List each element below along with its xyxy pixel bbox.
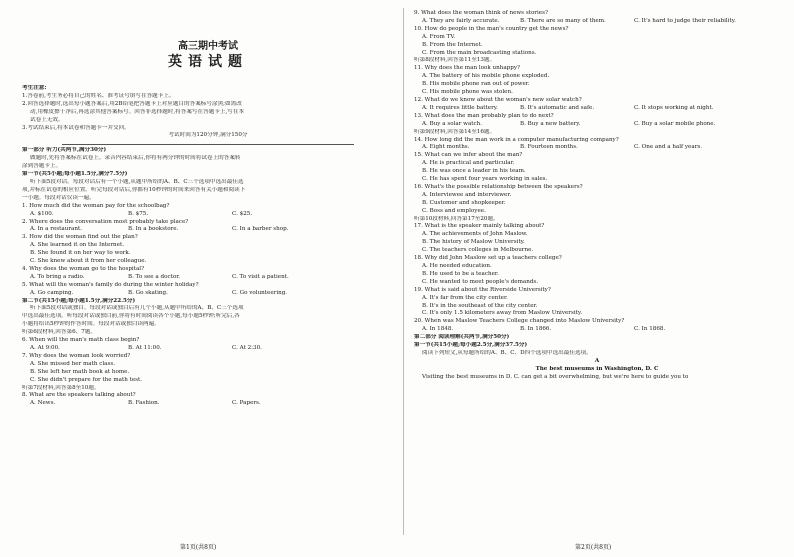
passage-title: The best museums in Washington, D. C [535, 365, 659, 372]
option-c: C. The teachers colleges in Melbourne. [422, 247, 534, 254]
question-20: 20. When was Maslow Teachers College changed into Maslow University? [414, 318, 625, 325]
option-b: B. She left her math book at home. [30, 368, 130, 375]
option-b: B. It's automatic and safe. [520, 104, 595, 111]
option-b: B. At 11:00. [128, 345, 162, 351]
question-9: 9. What does the woman think of news stories? [414, 10, 548, 16]
option-a: A. At 9:00. [30, 345, 60, 351]
question-5: 5. What will the woman's family do during the winter holiday? [22, 281, 199, 288]
question-18: 18. Why did John Maslow set up a teachers college? [414, 255, 562, 262]
option-a: A. The battery of his mobile phone exploded. [422, 73, 550, 80]
section2-heading: 第二节(共15小题;每小题1.5分,满分22.5分) [22, 297, 136, 304]
intro-line: 做题时,先将答案标在试卷上。录音内容结束后,你将有两分钟的时间将试卷上的答案转 [30, 155, 241, 162]
intro-line: 一小题。每段对话仅读一遍。 [22, 194, 95, 201]
question-2: 2. Where does the conversation most probably take place? [22, 218, 189, 225]
intro-line: 小题将给出5秒钟的作答时间。每段对话或独白读两遍。 [22, 321, 160, 328]
passage-letter: A [594, 357, 600, 364]
segment-label: 听第6段材料,回答第6、7题。 [22, 329, 96, 336]
question-16: 16. What's the possible relationship between the speakers? [414, 183, 583, 190]
question-6: 6. When will the man's math class begin? [22, 337, 140, 344]
part2-intro: 阅读下列短文,从每题所给的A、B、C、D四个选项中选出最佳选项。 [422, 349, 592, 356]
option-a: A. They are fairly accurate. [422, 17, 500, 24]
option-b: B. Buy a new battery. [520, 120, 581, 127]
intro-line: 听下面5段对话。每段对话后有一个小题,从题中所给的A、B、C三个选项中选出最佳选 [30, 178, 244, 185]
option-b: B. Go skating. [128, 289, 168, 296]
option-b: B. It's in the southeast of the city center. [422, 302, 538, 309]
option-c: C. In a barber shop. [232, 226, 289, 233]
question-11: 11. Why does the man look unhappy? [414, 65, 520, 72]
option-b: B. Fourteen months. [520, 144, 578, 151]
question-10: 10. How do people in the man's country get the news? [414, 25, 569, 32]
option-c: C. One and a half years. [634, 144, 703, 151]
option-a: A. Go camping. [30, 289, 74, 296]
question-14: 14. How long did the man work in a computer manufacturing company? [414, 136, 619, 143]
time-info: 考试时间为120分钟,满分150分 [168, 132, 248, 139]
option-a: A. He needed education. [422, 263, 492, 269]
option-a: A. Interviewee and interviewer. [422, 191, 512, 198]
option-b: B. To see a doctor. [128, 273, 181, 280]
page-footer-left: 第1页(共8页) [180, 544, 217, 551]
exam-title: 高三期中考试 [178, 41, 238, 52]
note-line: 动,用橡皮擦干净后,再选涂其他答案标号。回答非选择题时,将答案写在答题卡上,写在本 [30, 108, 245, 115]
option-b: B. The history of Maslow University. [422, 239, 525, 246]
option-a: A. Buy a solar watch. [422, 120, 483, 127]
question-7: 7. Why does the woman look worried? [22, 352, 131, 359]
option-a: A. He is practical and particular. [422, 160, 515, 167]
option-a: A. The achievements of John Maslow. [422, 231, 528, 238]
segment-label: 听第7段材料,回答第8至10题。 [22, 384, 100, 391]
part2-section1-heading: 第一节(共15小题;每小题2.5分,满分37.5分) [414, 342, 528, 349]
note-line: 3.考试结束后,将本试卷和答题卡一并交回。 [22, 124, 130, 131]
option-c: C. It's only 1.5 kilometers away from Maslow University. [422, 310, 583, 317]
question-3: 3. How did the woman find out the plan? [22, 234, 138, 241]
question-12: 12. What do we know about the woman's new solar watch? [414, 96, 582, 103]
option-b: B. There are so many of them. [520, 17, 606, 24]
option-a: A. News. [30, 400, 56, 407]
option-a: A. She missed her math class. [30, 360, 116, 367]
part1-heading: 第一部分 听力(共两节,满分30分) [22, 147, 107, 154]
option-c: C. He wanted to meet people's demands. [422, 278, 539, 285]
option-a: A. She learned it on the Internet. [30, 242, 124, 249]
subject-title: 英语试题 [168, 54, 248, 70]
option-b: B. His mobile phone ran out of power. [422, 81, 530, 88]
option-c: C. She knew about it from her colleague. [30, 258, 147, 265]
option-a: A. Eight months. [422, 144, 470, 151]
option-c: C. It's hard to judge their reliability. [634, 17, 736, 24]
option-b: B. $75. [128, 210, 149, 217]
question-4: 4. Why does the woman go to the hospital? [22, 265, 145, 272]
divider-rule [62, 144, 354, 145]
option-b: B. She found it on her way to work. [30, 250, 131, 257]
option-c: C. Go volunteering. [232, 289, 288, 296]
question-19: 19. What is said about the Riverside University? [414, 286, 551, 293]
option-c: C. $25. [232, 210, 253, 217]
intro-line: 项,并标在试卷的相应位置。听完每段对话后,你都有10秒钟的时间来回答有关小题和阅读下 [22, 186, 246, 193]
option-c: C. Buy a solar mobile phone. [634, 120, 716, 127]
question-17: 17. What is the speaker mainly talking about? [414, 223, 545, 230]
option-a: A. In 1848. [422, 326, 454, 333]
question-13: 13. What does the man probably plan to do next? [414, 112, 554, 119]
option-b: B. He used to be a teacher. [422, 270, 499, 277]
option-c: C. His mobile phone was stolen. [422, 89, 513, 96]
option-a: A. $100. [30, 210, 54, 217]
left-page [22, 6, 394, 535]
option-c: C. Boss and employee. [422, 207, 486, 214]
option-a: A. It requires little battery. [422, 104, 498, 111]
notes-heading: 考生注意: [22, 85, 47, 91]
option-c: C. From the main broadcasting stations. [422, 49, 537, 56]
option-c: C. At 2:30. [232, 345, 262, 351]
intro-line: 涂到答题卡上。 [22, 163, 62, 170]
note-line: 1.答卷前,考生务必将自己的姓名、准考证号填写在答题卡上。 [22, 92, 175, 99]
option-c: C. To visit a patient. [232, 273, 289, 280]
page-divider [403, 8, 404, 535]
section1-heading: 第一节(共5小题;每小题1.5分,满分7.5分) [22, 171, 128, 178]
option-c: C. In 1868. [634, 326, 666, 333]
segment-label: 听第9段材料,回答第14至16题。 [414, 128, 496, 135]
segment-label: 听第8段材料,回答第11至13题。 [414, 57, 496, 64]
intro-line: 听下面5段对话或独白。每段对话或独白后有几个小题,从题中所给的A、B、C三个选项 [30, 305, 244, 312]
option-a: A. From TV. [422, 33, 456, 40]
option-b: B. Fashion. [128, 400, 160, 407]
right-page [414, 6, 780, 535]
option-a: A. It's far from the city center. [422, 294, 508, 301]
option-c: C. She didn't prepare for the math test. [30, 376, 143, 383]
option-b: B. He was once a leader in his team. [422, 168, 526, 175]
question-15: 15. What can we infer about the man? [414, 152, 523, 159]
option-b: B. In a bookstore. [128, 226, 179, 233]
note-line: 2.回答选择题时,选出每小题答案后,用2B铅笔把答题卡上对应题目的答案标号涂黑;如需改 [22, 100, 242, 107]
option-a: A. In a restaurant. [30, 226, 82, 233]
note-line: 试卷上无效。 [30, 116, 64, 123]
question-8: 8. What are the speakers talking about? [22, 392, 136, 399]
passage-text: Visiting the best museums in D. C. can get a bit overwhelming, but we're here to guide you to [422, 373, 689, 380]
option-b: B. Customer and shopkeeper. [422, 199, 506, 206]
segment-label: 听第10段材料,回答第17至20题。 [414, 215, 499, 222]
page-footer-right: 第2页(共8页) [575, 544, 612, 551]
option-c: C. Papers. [232, 400, 261, 407]
part2-heading: 第二部分 阅读理解(共两节,满分50分) [414, 334, 510, 341]
option-b: B. From the Internet. [422, 41, 483, 48]
option-b: B. In 1866. [520, 326, 552, 333]
option-c: C. It stops working at night. [634, 104, 714, 111]
option-c: C. He has spent four years working in sales. [422, 176, 548, 183]
option-a: A. To bring a radio. [30, 273, 85, 280]
question-1: 1. How much did the woman pay for the schoolbag? [22, 202, 170, 209]
intro-line: 中选出最佳选项。听每段对话或独白前,你将有时间阅读各个小题,每小题5秒钟;听完后,各 [22, 313, 240, 320]
